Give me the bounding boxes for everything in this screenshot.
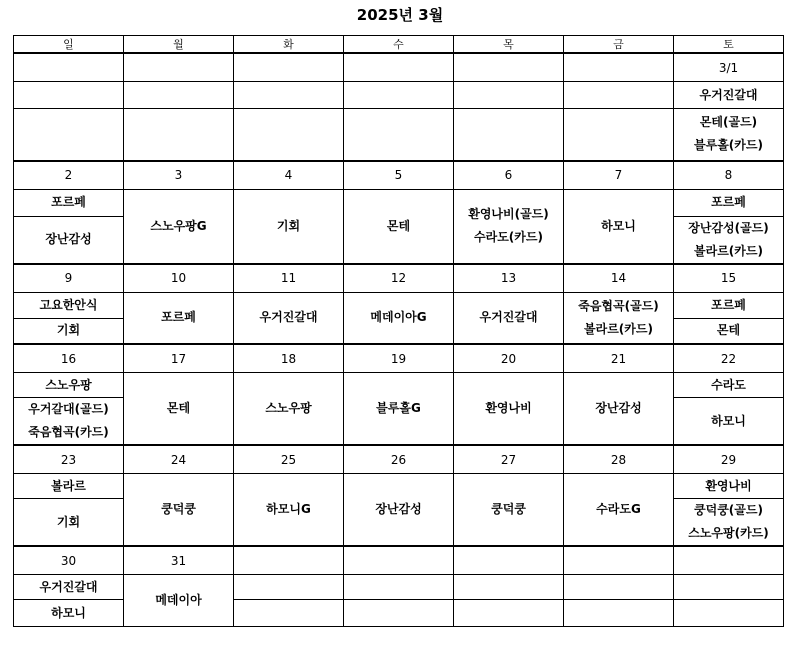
event-cell [454,292,564,344]
event-cell [674,318,784,344]
event-label: 하모니 [711,413,746,428]
event-cell [234,474,344,547]
event-cell [14,398,124,446]
event-cell [674,109,784,161]
event-cell [454,474,564,547]
event-label: 몬테 [166,401,191,415]
event-label: 기회 [56,514,81,529]
date-cell: 20 [454,344,564,373]
calendar-title: 2025년 3월 [356,6,444,24]
event-cell [564,292,674,344]
event-label: 수라도G [596,502,641,516]
week-3-date-row [14,264,784,293]
event-label: 하모니 [51,605,86,620]
event-label: 쿵덕쿵 [491,502,526,516]
empty-event-cell [564,600,674,627]
week-4-date-row [14,344,784,373]
event-label: 포르페 [711,297,746,312]
date-cell: 24 [124,445,234,474]
event-label: 환영나비 [705,478,752,493]
empty-date-cell [344,546,454,575]
date-cell: 28 [564,445,674,474]
event-cell [564,189,674,264]
date-cell: 17 [124,344,234,373]
week-3-event-row [14,292,784,318]
event-cell [674,82,784,109]
week-6-date-row [14,546,784,575]
date-cell: 26 [344,445,454,474]
event-cell [14,575,124,600]
event-label: 스노우팡(카드) [688,526,769,540]
date-cell: 22 [674,344,784,373]
event-label: 볼라르(카드) [584,321,653,336]
empty-date-cell [454,546,564,575]
event-label: 메데이아 [155,593,202,607]
date-cell: 21 [564,344,674,373]
date-cell: 11 [234,264,344,293]
event-label: 장난감성 [595,401,642,415]
event-label: 하모니G [266,502,311,516]
empty-event-cell [564,82,674,109]
week-4-event-row [14,373,784,398]
event-label: 포르페 [711,195,746,209]
date-cell: 30 [14,546,124,575]
event-label: 환영나비(골드) [468,207,549,221]
empty-event-cell [234,600,344,627]
event-label: 우거진갈대 [259,310,318,325]
calendar-grid [13,35,784,627]
event-cell [124,292,234,344]
event-label: 포르페 [161,310,196,325]
event-cell [454,373,564,446]
empty-event-cell [344,109,454,161]
event-cell [124,474,234,547]
date-cell: 29 [674,445,784,474]
date-cell: 16 [14,344,124,373]
event-cell [14,216,124,264]
week-6-event-row [14,575,784,600]
event-cell [564,373,674,446]
event-label: 몬테 [386,218,411,233]
empty-date-cell [14,53,124,82]
date-cell: 15 [674,264,784,293]
date-cell: 18 [234,344,344,373]
event-label: 하모니 [601,218,636,233]
empty-event-cell [14,82,124,109]
week-2-event-row [14,189,784,216]
event-cell [14,600,124,627]
empty-event-cell [344,575,454,600]
event-label: 볼라르(카드) [694,243,763,258]
event-cell [14,189,124,216]
weekday-fri: 금 [564,36,674,54]
empty-date-cell [344,53,454,82]
event-cell [124,575,234,627]
event-label: 우거진갈대 [39,579,98,594]
date-cell: 13 [454,264,564,293]
empty-date-cell [564,53,674,82]
event-cell [14,474,124,499]
event-cell [674,216,784,264]
event-cell [344,189,454,264]
empty-event-cell [454,82,564,109]
event-cell [564,474,674,547]
date-cell: 5 [344,161,454,190]
event-label: 몬테 [716,323,741,338]
date-cell: 14 [564,264,674,293]
event-cell [674,499,784,547]
date-cell: 7 [564,161,674,190]
weekday-sun: 일 [14,36,124,54]
empty-event-cell [124,109,234,161]
event-cell [674,373,784,398]
empty-event-cell [674,600,784,627]
event-cell [14,292,124,318]
event-label: 쿵덕쿵 [161,502,196,516]
event-cell [674,474,784,499]
date-cell: 3/1 [674,53,784,82]
event-cell [344,373,454,446]
event-label: 우거진갈대 [699,87,758,102]
empty-event-cell [454,600,564,627]
empty-date-cell [674,546,784,575]
event-label: 우거진갈대 [479,310,538,325]
event-label: 블루홀(카드) [694,138,763,153]
date-cell: 12 [344,264,454,293]
date-cell: 6 [454,161,564,190]
week-5-date-row [14,445,784,474]
date-cell: 19 [344,344,454,373]
week-1-event-row [14,109,784,161]
event-cell [454,189,564,264]
event-label: 블루홀G [376,401,421,415]
weekday-sat: 토 [674,36,784,54]
event-label: 스노우팡 [45,377,92,392]
event-cell [14,499,124,547]
event-label: 장난감성(골드) [688,220,769,235]
week-5-event-row [14,474,784,499]
event-label: 죽음협곡(카드) [28,425,109,439]
event-cell [124,189,234,264]
empty-event-cell [124,82,234,109]
event-label: 우거갈대(골드) [28,402,109,416]
event-label: 포르페 [51,195,86,209]
event-cell [14,318,124,344]
empty-event-cell [454,575,564,600]
date-cell: 25 [234,445,344,474]
empty-event-cell [344,82,454,109]
event-label: 기회 [276,218,301,233]
date-cell: 8 [674,161,784,190]
event-label: 장난감성 [45,232,92,246]
event-label: 환영나비 [485,401,532,415]
empty-event-cell [14,109,124,161]
date-cell: 3 [124,161,234,190]
event-cell [344,292,454,344]
empty-event-cell [454,109,564,161]
date-cell: 9 [14,264,124,293]
event-label: 몬테(골드) [699,115,758,130]
event-label: 스노우팡G [150,218,207,233]
event-cell [674,398,784,446]
week-1-date-row [14,53,784,82]
event-label: 수라도(카드) [474,230,543,244]
empty-event-cell [674,575,784,600]
event-cell [674,189,784,216]
event-cell [234,189,344,264]
event-label: 기회 [56,323,81,338]
event-label: 고요한안식 [39,297,98,312]
event-label: 장난감성 [375,502,422,516]
event-label: 스노우팡 [265,401,312,415]
event-label: 죽음협곡(골드) [578,298,659,313]
empty-date-cell [564,546,674,575]
weekday-thu: 목 [454,36,564,54]
event-cell [14,373,124,398]
weekday-wed: 수 [344,36,454,54]
date-cell: 31 [124,546,234,575]
empty-event-cell [344,600,454,627]
empty-date-cell [234,53,344,82]
date-cell: 27 [454,445,564,474]
event-cell [234,373,344,446]
date-cell: 23 [14,445,124,474]
empty-date-cell [124,53,234,82]
weekday-mon: 월 [124,36,234,54]
event-label: 메데이아G [370,310,427,325]
event-label: 볼라르 [51,478,86,493]
empty-event-cell [234,575,344,600]
event-cell [124,373,234,446]
date-cell: 4 [234,161,344,190]
weekday-header-row [14,36,784,54]
event-cell [674,292,784,318]
weekday-tue: 화 [234,36,344,54]
empty-event-cell [234,109,344,161]
event-label: 수라도 [711,377,746,392]
empty-event-cell [234,82,344,109]
week-2-date-row [14,161,784,190]
date-cell: 2 [14,161,124,190]
empty-date-cell [234,546,344,575]
event-cell [344,474,454,547]
event-label: 쿵덕쿵(골드) [694,503,763,517]
empty-date-cell [454,53,564,82]
empty-event-cell [564,575,674,600]
week-1-event-row [14,82,784,109]
empty-event-cell [564,109,674,161]
event-cell [234,292,344,344]
date-cell: 10 [124,264,234,293]
